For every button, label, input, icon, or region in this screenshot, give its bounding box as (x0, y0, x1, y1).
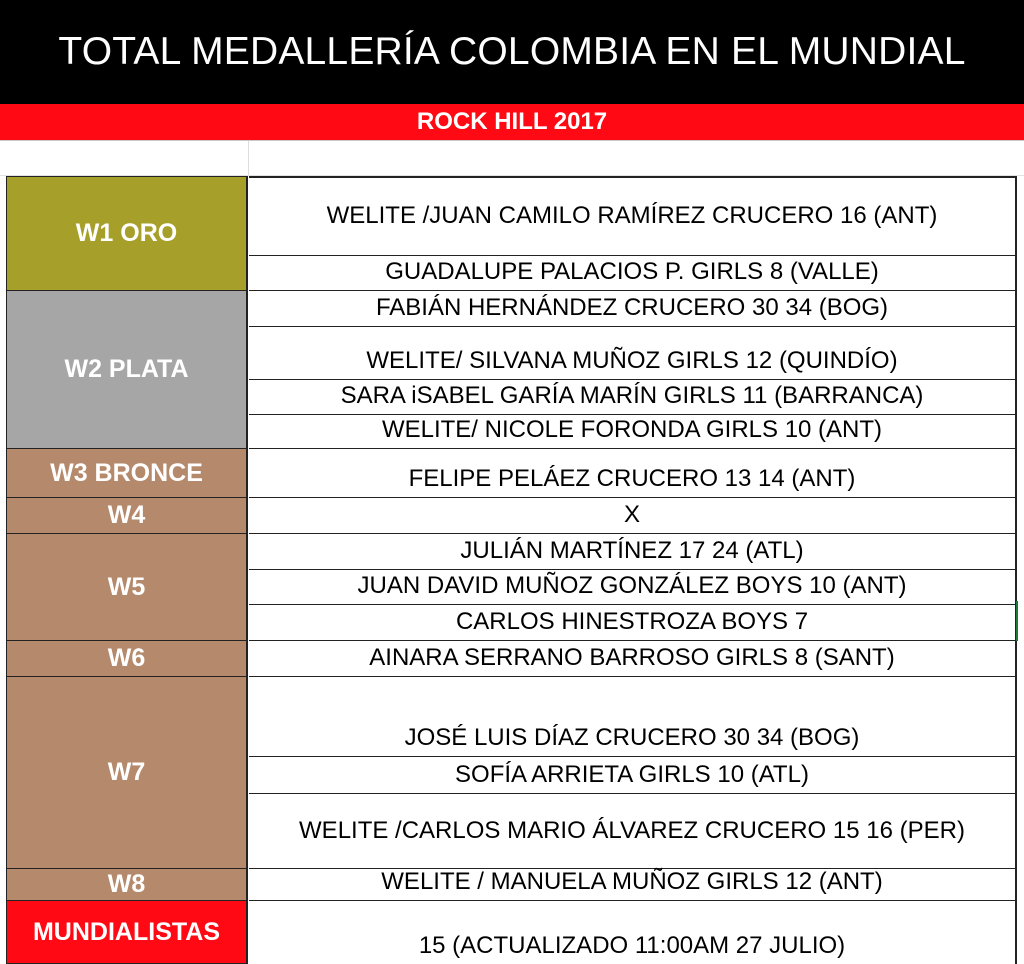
entry-cell[interactable]: JOSÉ LUIS DÍAZ CRUCERO 30 34 (BOG) (249, 676, 1017, 757)
category-w1-oro[interactable]: W1 ORO (6, 176, 248, 291)
entry-cell[interactable]: WELITE/ NICOLE FORONDA GIRLS 10 (ANT) (249, 414, 1017, 449)
category-w6[interactable]: W6 (6, 640, 248, 677)
gridline (248, 141, 249, 176)
sheet-title: TOTAL MEDALLERÍA COLOMBIA EN EL MUNDIAL (0, 0, 1024, 104)
entry-cell[interactable]: GUADALUPE PALACIOS P. GIRLS 8 (VALLE) (249, 255, 1017, 291)
entry-cell[interactable]: SARA iSABEL GARÍA MARÍN GIRLS 11 (BARRANCA) (249, 379, 1017, 415)
entry-cell[interactable]: FELIPE PELÁEZ CRUCERO 13 14 (ANT) (249, 448, 1017, 498)
category-w4[interactable]: W4 (6, 497, 248, 534)
entry-cell[interactable]: 15 (ACTUALIZADO 11:00AM 27 JULIO) (249, 900, 1017, 964)
entry-cell[interactable]: WELITE /JUAN CAMILO RAMÍREZ CRUCERO 16 (ANT) (249, 176, 1017, 256)
entry-cell[interactable]: AINARA SERRANO BARROSO GIRLS 8 (SANT) (249, 640, 1017, 677)
entry-cell[interactable]: CARLOS HINESTROZA BOYS 7 (249, 604, 1017, 641)
category-w7[interactable]: W7 (6, 676, 248, 869)
entry-cell[interactable]: SOFÍA ARRIETA GIRLS 10 (ATL) (249, 756, 1017, 794)
category-w8[interactable]: W8 (6, 868, 248, 901)
sheet-subtitle: ROCK HILL 2017 (0, 104, 1024, 141)
entry-cell[interactable]: WELITE / MANUELA MUÑOZ GIRLS 12 (ANT) (249, 868, 1017, 901)
category-w2-plata[interactable]: W2 PLATA (6, 290, 248, 449)
entry-cell[interactable]: X (249, 497, 1017, 534)
category-w3-bronce[interactable]: W3 BRONCE (6, 448, 248, 498)
category-w5[interactable]: W5 (6, 533, 248, 641)
entry-cell[interactable]: WELITE /CARLOS MARIO ÁLVAREZ CRUCERO 15 16 (PER) (249, 793, 1017, 869)
entry-cell[interactable]: WELITE/ SILVANA MUÑOZ GIRLS 12 (QUINDÍO) (249, 326, 1017, 380)
entry-cell[interactable]: JULIÁN MARTÍNEZ 17 24 (ATL) (249, 533, 1017, 570)
entry-cell[interactable]: JUAN DAVID MUÑOZ GONZÁLEZ BOYS 10 (ANT) (249, 569, 1017, 605)
cell-selection-edge (1016, 601, 1024, 641)
category-mundialistas[interactable]: MUNDIALISTAS (6, 900, 248, 964)
entry-cell[interactable]: FABIÁN HERNÁNDEZ CRUCERO 30 34 (BOG) (249, 290, 1017, 327)
